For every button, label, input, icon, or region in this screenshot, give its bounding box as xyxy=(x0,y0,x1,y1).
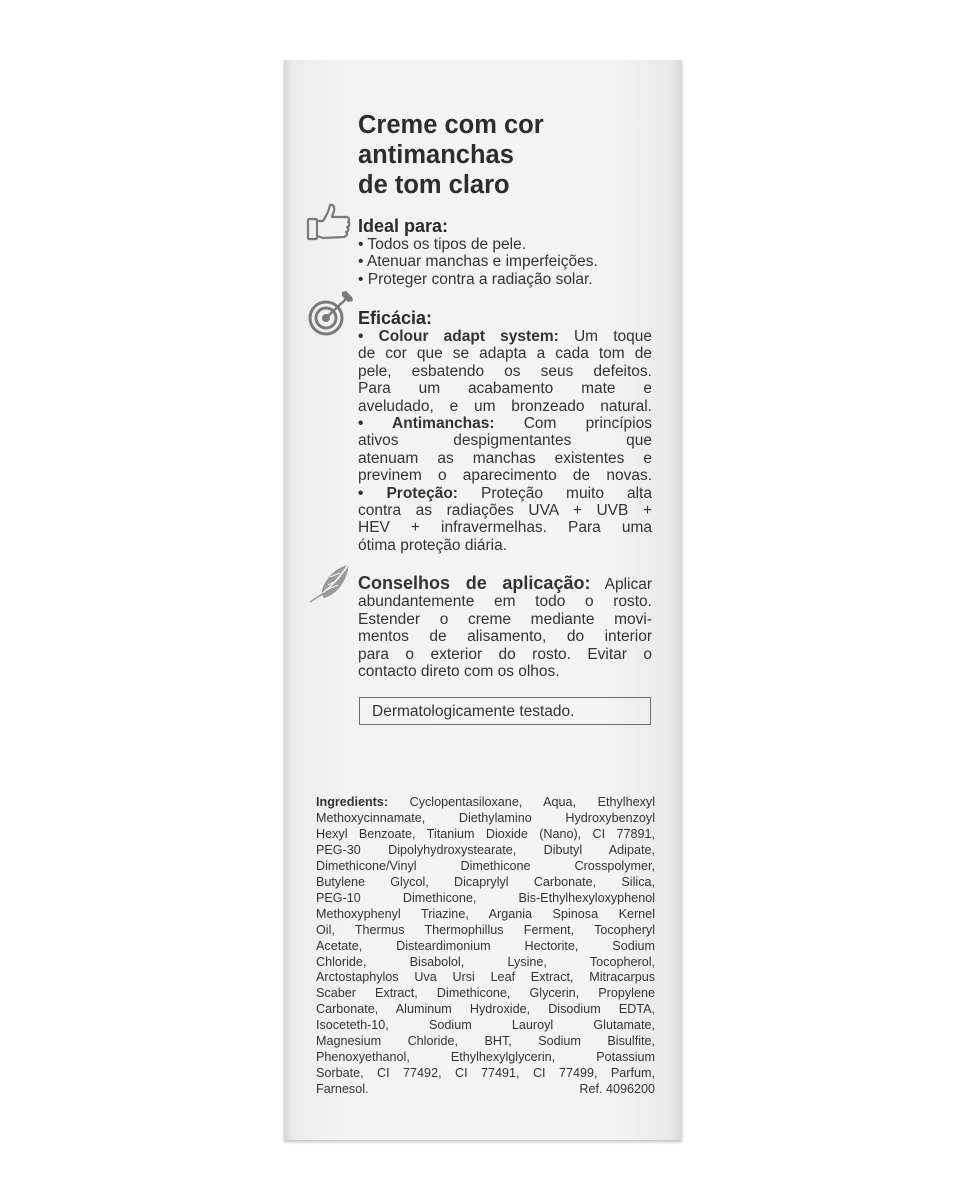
colour-line-4: Para um acabamento mate e xyxy=(358,380,652,398)
conselhos-line-1: Conselhos de aplicação: Aplicar xyxy=(358,573,652,593)
colour-label: • Colour adapt system: xyxy=(358,328,559,345)
prot-label: • Proteção: xyxy=(358,484,458,502)
conselhos-heading: Conselhos de aplicação: xyxy=(358,573,591,593)
ingredients-line: Methoxycinnamate, Diethylamino Hydroxybenzoyl xyxy=(316,810,655,825)
prot-line-1: • Proteção: Proteção muito alta xyxy=(358,484,652,502)
colour-line-2: de cor que se adapta a cada tom de xyxy=(358,345,652,363)
anti-line-3: atenuam as manchas existentes e xyxy=(358,449,652,467)
ideal-item-2: • Atenuar manchas e imperfeições. xyxy=(358,253,598,271)
eficacia-heading: Eficácia: xyxy=(358,308,433,328)
conselhos-line-2: abundantemente em todo o rosto. xyxy=(358,593,652,611)
prot-line-2: contra as radiações UVA + UVB + xyxy=(358,502,652,520)
ideal-section xyxy=(358,217,652,288)
colour-line-5: aveludado, e um bronzeado natural. xyxy=(358,397,652,415)
thumbs-up-icon xyxy=(306,202,352,242)
ingredients-line: Dimethicone/Vinyl Dimethicone Crosspolymer, xyxy=(316,858,655,873)
anti-line-4: previnem o aparecimento de novas. xyxy=(358,467,652,485)
ideal-item-3: • Proteger contra a radiação solar. xyxy=(358,270,593,288)
ingredients-line: Hexyl Benzoate, Titanium Dioxide (Nano), CI 77891, xyxy=(316,826,655,841)
prot-line-3: HEV + infravermelhas. Para uma xyxy=(358,519,652,537)
dermo-tested-badge: Dermatologicamente testado. xyxy=(359,697,651,725)
ideal-heading: Ideal para: xyxy=(358,216,449,236)
ingredients-line: PEG-10 Dimethicone, Bis-Ethylhexyloxyphenol xyxy=(316,890,655,905)
ingredients-line: Scaber Extract, Dimethicone, Glycerin, Propylene xyxy=(316,986,655,1001)
reference-number: Ref. 4096200 xyxy=(579,1082,655,1097)
ingredients-line: Butylene Glycol, Dicaprylyl Carbonate, Silica, xyxy=(316,874,655,889)
ingredients-line: Chloride, Bisabolol, Lysine, Tocopherol, xyxy=(316,954,655,969)
title-line-3: de tom claro xyxy=(358,171,510,199)
ingredients-line: Oil, Thermus Thermophillus Ferment, Tocopheryl xyxy=(316,922,655,937)
ingredients-line-1: Ingredients: Cyclopentasiloxane, Aqua, Ethylhexyl xyxy=(316,795,655,809)
target-icon xyxy=(305,290,357,338)
ingredients-last-line xyxy=(316,1082,655,1098)
feather-icon xyxy=(308,563,354,603)
anti-line-1: • Antimanchas: Com princípios xyxy=(358,415,652,433)
ingredients-label: Ingredients: xyxy=(316,795,389,809)
eficacia-section xyxy=(358,309,652,554)
anti-label: • Antimanchas: xyxy=(358,415,495,433)
ingredients-line: Isoceteth-10, Sodium Lauroyl Glutamate, xyxy=(316,1018,655,1033)
prot-line-4: ótima proteção diária. xyxy=(358,536,508,554)
ideal-item-1: • Todos os tipos de pele. xyxy=(358,236,527,253)
colour-line-1: • Colour adapt system: Um toque xyxy=(358,328,652,345)
ingredients-line: Arctostaphylos Uva Ursi Leaf Extract, Mitracarpus xyxy=(316,970,655,985)
ingredients-line: Sorbate, CI 77492, CI 77491, CI 77499, Parfum, xyxy=(316,1066,655,1081)
ingredients-line: Acetate, Disteardimonium Hectorite, Sodium xyxy=(316,938,655,953)
title-line-1: Creme com cor xyxy=(358,111,544,139)
title-line-2: antimanchas xyxy=(358,141,514,169)
ingredients-line: Methoxyphenyl Triazine, Argania Spinosa Kernel xyxy=(316,906,655,921)
conselhos-line-6: contacto direto com os olhos. xyxy=(358,663,560,681)
ingredients-line: Carbonate, Aluminum Hydroxide, Disodium EDTA, xyxy=(316,1002,655,1017)
ingredients-final: Farnesol. xyxy=(316,1082,369,1097)
conselhos-line-3: Estender o creme mediante movi- xyxy=(358,610,652,628)
conselhos-line-5: para o exterior do rosto. Evitar o xyxy=(358,645,652,663)
anti-line-2: ativos despigmentantes que xyxy=(358,432,652,450)
colour-line-3: pele, esbatendo os seus defeitos. xyxy=(358,362,652,380)
ingredients-line: Phenoxyethanol, Ethylhexylglycerin, Potassium xyxy=(316,1050,655,1065)
product-title xyxy=(358,110,678,200)
conselhos-section xyxy=(358,575,652,680)
ingredients-list xyxy=(316,795,655,1098)
ingredients-line: Magnesium Chloride, BHT, Sodium Bisulfite, xyxy=(316,1034,655,1049)
ingredients-line: PEG-30 Dipolyhydroxystearate, Dibutyl Adipate, xyxy=(316,842,655,857)
conselhos-line-4: mentos de alisamento, do interior xyxy=(358,628,652,646)
